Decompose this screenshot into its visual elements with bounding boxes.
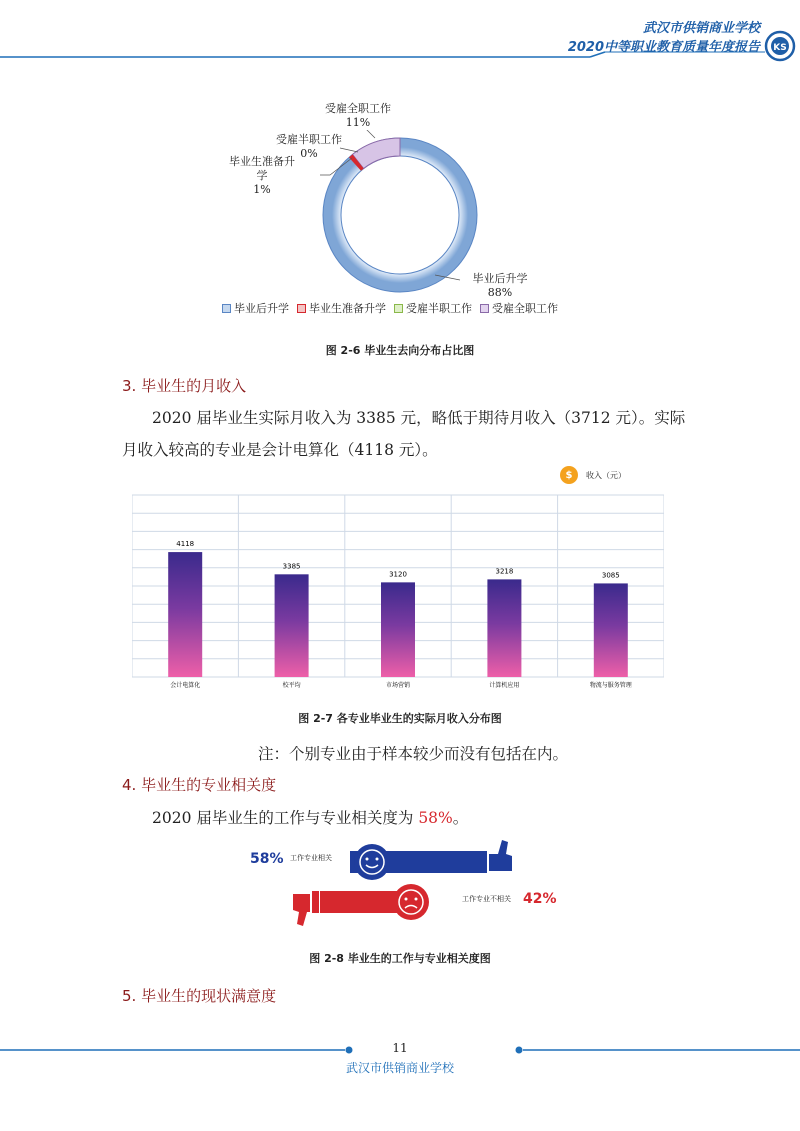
legend-swatch-purple <box>480 304 489 313</box>
relevance-infographic <box>290 838 520 928</box>
svg-text:KS: KS <box>773 43 787 53</box>
unrelated-percentage: 42% <box>523 891 557 907</box>
bar-value-label-1: 3385 <box>282 562 301 571</box>
bar-chart-legend: $ 收入（元） <box>560 466 626 484</box>
bar-2 <box>381 582 415 677</box>
bar-4 <box>594 583 628 677</box>
bar-1 <box>275 574 309 677</box>
section-title-income: 3. 毕业生的月收入 <box>122 377 247 395</box>
bar-0 <box>168 552 202 677</box>
bar-value-label-0: 4118 <box>176 540 195 549</box>
coin-icon: $ <box>560 466 578 484</box>
income-paragraph-line2: 月收入较高的专业是会计电算化（4118 元）。 <box>122 441 438 459</box>
legend-swatch-green <box>394 304 403 313</box>
related-percentage: 58% <box>250 851 284 867</box>
note-text: 注：个别专业由于样本较少而没有包括在内。 <box>258 745 569 763</box>
bar-value-label-4: 3085 <box>601 571 620 580</box>
unrelated-label: 工作专业不相关 <box>462 895 511 903</box>
school-logo <box>764 30 796 62</box>
bar-category-label-1: 校平均 <box>282 682 301 689</box>
donut-label-fulltime: 受雇全职工作 11% <box>325 102 391 129</box>
thumbs-down-icon <box>293 891 319 926</box>
legend-item: 毕业生准备升学 <box>297 300 386 316</box>
legend-item: 受雇半职工作 <box>394 300 472 316</box>
figure-caption-2-6: 图 2-6 毕业生去向分布占比图 <box>325 344 475 357</box>
figure-caption-2-8: 图 2-8 毕业生的工作与专业相关度图 <box>309 952 491 965</box>
bar-value-label-3: 3218 <box>495 567 514 576</box>
donut-label-further-study: 毕业后升学 88% <box>472 272 528 299</box>
legend-swatch-red <box>297 304 306 313</box>
income-bar-chart <box>132 487 664 692</box>
footer-school-name: 武汉市供销商业学校 <box>345 1061 454 1075</box>
bar-category-label-2: 市场营销 <box>385 682 411 689</box>
legend-item: 受雇全职工作 <box>480 300 558 316</box>
thumbs-up-icon <box>480 840 512 873</box>
donut-slice-further-study <box>332 147 468 283</box>
figure-caption-2-7: 图 2-7 各专业毕业生的实际月收入分布图 <box>298 712 502 725</box>
legend-swatch-blue <box>222 304 231 313</box>
donut-label-parttime: 受雇半职工作 0% <box>276 133 342 160</box>
page-number: 11 <box>392 1041 408 1055</box>
header-school-name: 武汉市供销商业学校 <box>642 21 760 36</box>
bar-category-label-3: 计算机应用 <box>489 682 520 689</box>
header-decoration <box>0 0 800 70</box>
donut-legend <box>222 300 558 316</box>
header-report-title: 2020中等职业教育质量年度报告 <box>567 40 760 55</box>
legend-item: 毕业后升学 <box>222 300 289 316</box>
income-paragraph-line1: 2020 届毕业生实际月收入为 3385 元，略低于期待月收入（3712 元）。实际 <box>152 409 686 427</box>
bar-category-label-4: 物流与服务管理 <box>589 682 632 689</box>
related-label: 工作专业相关 <box>290 854 332 862</box>
section-title-relevance: 4. 毕业生的专业相关度 <box>122 776 277 794</box>
bar-category-label-0: 会计电算化 <box>170 682 201 689</box>
relevance-paragraph: 2020 届毕业生的工作与专业相关度为 58%。 <box>152 809 469 827</box>
bar-value-label-2: 3120 <box>389 570 407 579</box>
donut-label-preparing: 毕业生准备升 学 1% <box>229 155 295 196</box>
bar-3 <box>487 579 521 677</box>
section-title-satisfaction: 5. 毕业生的现状满意度 <box>122 987 277 1005</box>
